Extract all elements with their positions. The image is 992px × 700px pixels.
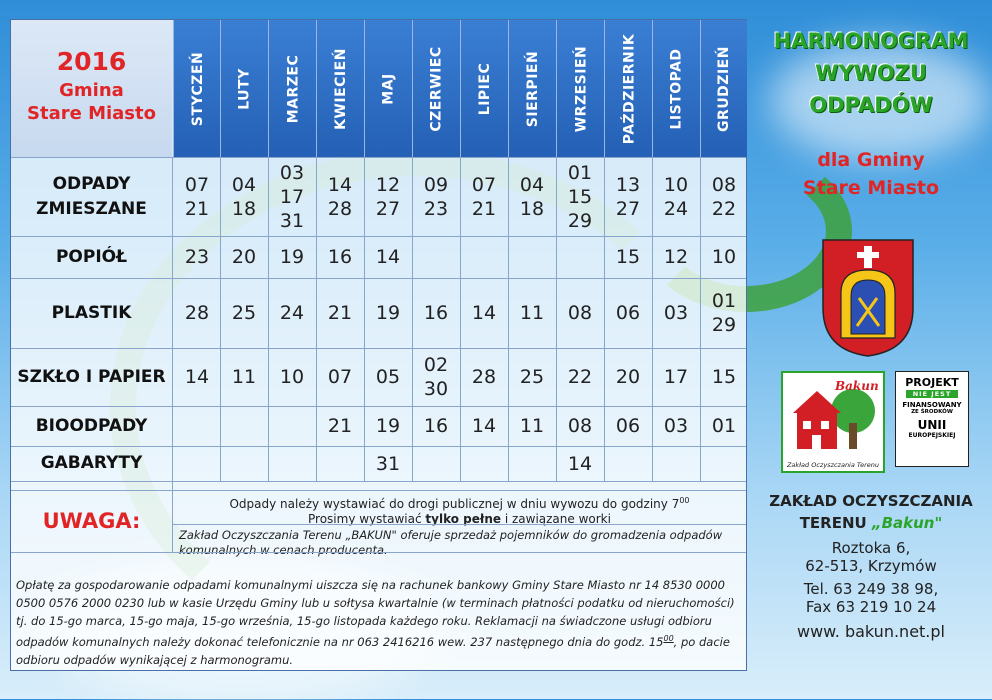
coat-of-arms-icon — [821, 238, 915, 358]
collection-date: 25 — [231, 302, 257, 324]
note-deadline-sup: 00 — [679, 496, 690, 505]
collection-date: 19 — [279, 246, 305, 268]
date-cell — [652, 446, 700, 481]
collection-date: 31 — [375, 452, 401, 475]
row-label-text: ZMIESZANE — [36, 198, 147, 219]
collection-date: 22 — [567, 366, 593, 388]
note-fill-b: tylko pełne — [425, 512, 502, 526]
date-cell — [460, 446, 508, 481]
collection-date: 11 — [519, 302, 545, 324]
fax: Fax 63 219 10 24 — [805, 598, 937, 616]
note-containers-line1: Zakład Oczyszczania Terenu „BAKUN" oferuje sprzedaż pojemników do gromadzenia odpadów — [179, 528, 723, 542]
collection-date: 12 — [375, 173, 401, 196]
date-cell — [508, 278, 556, 348]
collection-date: 30 — [423, 378, 449, 400]
date-cell — [508, 157, 556, 236]
row-label-text: ODPADY — [52, 173, 131, 194]
collection-date: 17 — [279, 185, 305, 208]
title-line: HARMONOGRAM — [773, 29, 969, 53]
collection-date: 14 — [471, 415, 497, 437]
date-cell — [700, 278, 748, 348]
date-cell — [173, 236, 221, 278]
date-cell — [508, 446, 556, 481]
month-label: LUTY — [236, 67, 253, 110]
title — [758, 25, 984, 121]
collection-date: 19 — [375, 415, 401, 437]
month-label: STYCZEŃ — [190, 51, 207, 126]
collection-date: 28 — [327, 197, 353, 220]
date-cell — [173, 157, 221, 236]
date-cell — [460, 157, 508, 236]
collection-date: 23 — [184, 246, 210, 268]
collection-date: 24 — [279, 302, 305, 324]
date-cell — [268, 236, 316, 278]
date-cell — [268, 157, 316, 236]
collection-date: 29 — [567, 209, 593, 232]
uwaga-label: UWAGA: — [42, 509, 141, 533]
year: 2016 — [56, 47, 127, 76]
collection-date: 19 — [375, 302, 401, 324]
collection-date: 23 — [423, 197, 449, 220]
date-cell — [460, 406, 508, 446]
date-cell — [460, 348, 508, 406]
month-label: SIERPIEŃ — [525, 50, 542, 127]
date-cell — [604, 157, 652, 236]
payment-note-line: 0500 0576 2000 0230 lub w kasie Urzędu Gminy lub u sołtysa kwartalnie (w terminach płatności podatku od nieruchomości) — [16, 596, 735, 610]
collection-date: 10 — [711, 246, 737, 268]
collection-date: 11 — [231, 366, 257, 388]
date-cell — [316, 157, 364, 236]
collection-date: 20 — [231, 246, 257, 268]
date-cell — [364, 446, 412, 481]
date-cell — [364, 278, 412, 348]
company-name — [758, 490, 984, 534]
month-label: PAŹDZIERNIK — [621, 33, 637, 144]
collection-date: 14 — [327, 173, 353, 196]
title-line: ODPADÓW — [809, 93, 933, 117]
month-header — [173, 20, 222, 157]
collection-date: 18 — [519, 197, 545, 220]
company-line2-a: TERENU — [799, 514, 872, 532]
date-cell — [556, 406, 604, 446]
collection-date: 21 — [327, 415, 353, 437]
company-line1: ZAKŁAD OCZYSZCZANIA — [769, 492, 973, 510]
date-cell — [173, 278, 221, 348]
payment-note-text: , po dacie — [673, 634, 730, 649]
collection-date: 27 — [615, 197, 641, 220]
badge-line: ZE ŚRODKÓW — [911, 409, 953, 415]
date-cell — [268, 348, 316, 406]
date-cell — [316, 406, 364, 446]
date-cell — [412, 406, 460, 446]
address-line: 62-513, Krzymów — [805, 557, 937, 575]
row-label-text: POPIÓŁ — [55, 246, 128, 267]
row-label-text: GABARYTY — [40, 453, 143, 473]
row-label — [11, 446, 172, 481]
grid-line — [11, 490, 746, 491]
collection-date: 10 — [279, 366, 305, 388]
month-label: KWIECIEŃ — [333, 47, 350, 130]
bakun-logo-word: Bakun — [835, 379, 879, 393]
date-cell — [268, 446, 316, 481]
phone: Tel. 63 249 38 98, — [803, 580, 939, 598]
bakun-logo — [781, 371, 885, 473]
date-cell — [220, 278, 268, 348]
date-cell — [508, 406, 556, 446]
date-cell — [700, 157, 748, 236]
collection-date: 16 — [423, 415, 449, 437]
date-cell — [364, 236, 412, 278]
date-cell — [268, 406, 316, 446]
grid-line — [11, 552, 746, 553]
payment-note-text: odpadów komunalnych należy dokonać telefonicznie na nr 063 2416216 wew. 237 następnego dnia do godz. 15 — [16, 634, 664, 649]
row-label — [11, 348, 172, 406]
collection-date: 16 — [423, 302, 449, 324]
collection-date: 15 — [567, 185, 593, 208]
collection-date: 04 — [231, 173, 257, 196]
date-cell — [412, 446, 460, 481]
month-header — [604, 20, 653, 157]
month-label: GRUDZIEŃ — [716, 45, 732, 132]
grid-line — [11, 481, 746, 482]
month-label: MARZEC — [285, 54, 302, 123]
month-label: LIPIEC — [477, 62, 493, 115]
year-box — [11, 20, 172, 157]
company-line2 — [758, 512, 984, 534]
month-header — [364, 20, 413, 157]
month-label: WRZESIEŃ — [573, 45, 590, 132]
date-cell — [460, 278, 508, 348]
date-cell — [220, 406, 268, 446]
note-deadline-text: Odpady należy wystawiać do drogi publicznej w dniu wywozu do godziny 7 — [229, 497, 680, 511]
note-fill-c: i zawiązane worki — [501, 512, 611, 526]
collection-date: 08 — [567, 415, 593, 437]
month-header — [700, 20, 747, 157]
date-cell — [364, 348, 412, 406]
payment-note-line: tj. do 15-go marca, 15-go maja, 15-go września, 15-go listopada każdego roku. Reklamacji na świadczone usługi odbioru — [16, 614, 712, 628]
date-cell — [316, 446, 364, 481]
collection-date: 04 — [519, 173, 545, 196]
date-cell — [412, 348, 460, 406]
collection-date: 01 — [711, 290, 737, 312]
collection-date: 15 — [711, 366, 737, 388]
date-cell — [604, 348, 652, 406]
row-label — [11, 157, 172, 236]
month-header — [268, 20, 317, 157]
collection-date: 03 — [279, 161, 305, 184]
collection-date: 25 — [519, 366, 545, 388]
collection-date: 08 — [567, 302, 593, 324]
date-cell — [652, 236, 700, 278]
collection-date: 24 — [663, 197, 689, 220]
collection-date: 28 — [471, 366, 497, 388]
collection-date: 03 — [663, 302, 689, 324]
date-cell — [364, 157, 412, 236]
date-cell — [604, 236, 652, 278]
payment-note-sup: 00 — [663, 634, 674, 643]
row-label — [11, 406, 172, 446]
date-cell — [173, 406, 221, 446]
date-cell — [652, 157, 700, 236]
date-cell — [700, 446, 748, 481]
month-header — [316, 20, 365, 157]
date-cell — [700, 406, 748, 446]
row-label — [11, 278, 172, 348]
date-cell — [700, 348, 748, 406]
date-cell — [412, 278, 460, 348]
gmina-line1: Gmina — [59, 80, 124, 101]
collection-date: 14 — [375, 246, 401, 268]
date-cell — [604, 446, 652, 481]
collection-date: 31 — [279, 209, 305, 232]
collection-date: 14 — [471, 302, 497, 324]
website-link[interactable]: www. bakun.net.pl — [796, 622, 945, 641]
collection-date: 10 — [663, 173, 689, 196]
date-cell — [173, 348, 221, 406]
row-label-text: BIOODPADY — [35, 415, 148, 436]
month-label: MAJ — [380, 72, 397, 105]
collection-date: 06 — [615, 302, 641, 324]
payment-note-line: odbioru odpadów wynikającej z harmonogramu. — [16, 652, 294, 667]
collection-date: 07 — [184, 173, 210, 196]
month-label: CZERWIEC — [429, 45, 446, 132]
company-line2-b: „Bakun" — [871, 514, 943, 532]
note-containers-line2: komunalnych w cenach producenta. — [179, 543, 388, 557]
subtitle-line: Stare Miasto — [802, 177, 940, 199]
date-cell — [268, 278, 316, 348]
date-cell — [652, 348, 700, 406]
collection-date: 06 — [615, 415, 641, 437]
collection-date: 20 — [615, 366, 641, 388]
collection-date: 22 — [711, 197, 737, 220]
date-cell — [700, 236, 748, 278]
collection-date: 08 — [711, 173, 737, 196]
collection-date: 27 — [375, 197, 401, 220]
date-cell — [412, 236, 460, 278]
row-label-text: PLASTIK — [51, 302, 132, 323]
date-cell — [220, 236, 268, 278]
row-label-text: SZKŁO I PAPIER — [17, 366, 166, 387]
collection-date: 14 — [567, 452, 593, 475]
date-cell — [652, 278, 700, 348]
month-header — [460, 20, 509, 157]
collection-date: 01 — [567, 161, 593, 184]
date-cell — [604, 406, 652, 446]
gmina-line2: Stare Miasto — [27, 103, 156, 124]
collection-date: 15 — [615, 246, 641, 268]
date-cell — [652, 406, 700, 446]
payment-note-line: Opłatę za gospodarowanie odpadami komunalnymi uiszcza się na rachunek bankowy Gminy Stare Miasto nr 14 8530 0000 — [16, 578, 725, 592]
date-cell — [508, 348, 556, 406]
month-header — [412, 20, 461, 157]
badge-line: UNII — [917, 418, 947, 432]
grid-line — [173, 524, 746, 525]
collection-date: 12 — [663, 246, 689, 268]
month-header — [508, 20, 557, 157]
collection-date: 05 — [375, 366, 401, 388]
date-cell — [556, 348, 604, 406]
month-label: LISTOPAD — [669, 47, 686, 130]
date-cell — [316, 236, 364, 278]
collection-date: 28 — [184, 302, 210, 324]
collection-date: 29 — [711, 314, 737, 336]
bakun-logo-caption: Zakład Oczyszczania Terenu — [786, 461, 879, 469]
note-fill-a: Prosimy wystawiać — [308, 512, 426, 526]
payment-note — [16, 576, 741, 669]
badge-line: FINANSOWANY — [902, 401, 962, 409]
collection-date: 11 — [519, 415, 545, 437]
collection-date: 16 — [327, 246, 353, 268]
date-cell — [556, 236, 604, 278]
collection-date: 21 — [184, 197, 210, 220]
collection-date: 14 — [184, 366, 210, 388]
collection-date: 21 — [471, 197, 497, 220]
date-cell — [220, 157, 268, 236]
date-cell — [173, 446, 221, 481]
date-cell — [460, 236, 508, 278]
date-cell — [412, 157, 460, 236]
schedule-table — [10, 19, 747, 671]
date-cell — [316, 348, 364, 406]
collection-date: 18 — [231, 197, 257, 220]
badge-line: EUROPEJSKIEJ — [908, 432, 956, 439]
payment-note-line — [16, 630, 741, 651]
title-line: WYWOZU — [815, 61, 927, 85]
eu-funding-badge — [895, 371, 969, 467]
badge-line: PROJEKT — [905, 376, 959, 389]
month-header — [652, 20, 701, 157]
collection-date: 02 — [423, 354, 449, 376]
note-containers — [173, 524, 733, 570]
collection-date: 07 — [471, 173, 497, 196]
date-cell — [220, 446, 268, 481]
collection-date: 03 — [663, 415, 689, 437]
date-cell — [556, 157, 604, 236]
collection-date: 21 — [327, 302, 353, 324]
row-label — [11, 236, 172, 278]
subtitle — [758, 146, 984, 202]
date-cell — [220, 348, 268, 406]
address-line: Roztoka 6, — [831, 539, 911, 557]
note-deadline — [173, 490, 746, 526]
badge-line: NIE JEST — [906, 390, 958, 398]
date-cell — [316, 278, 364, 348]
date-cell — [556, 446, 604, 481]
collection-date: 09 — [423, 173, 449, 196]
collection-date: 13 — [615, 173, 641, 196]
month-header — [220, 20, 269, 157]
company-address — [758, 539, 984, 616]
date-cell — [604, 278, 652, 348]
subtitle-line: dla Gminy — [817, 149, 925, 171]
date-cell — [508, 236, 556, 278]
date-cell — [364, 406, 412, 446]
date-cell — [556, 278, 604, 348]
collection-date: 17 — [663, 366, 689, 388]
collection-date: 01 — [711, 415, 737, 437]
collection-date: 07 — [327, 366, 353, 388]
month-header — [556, 20, 605, 157]
